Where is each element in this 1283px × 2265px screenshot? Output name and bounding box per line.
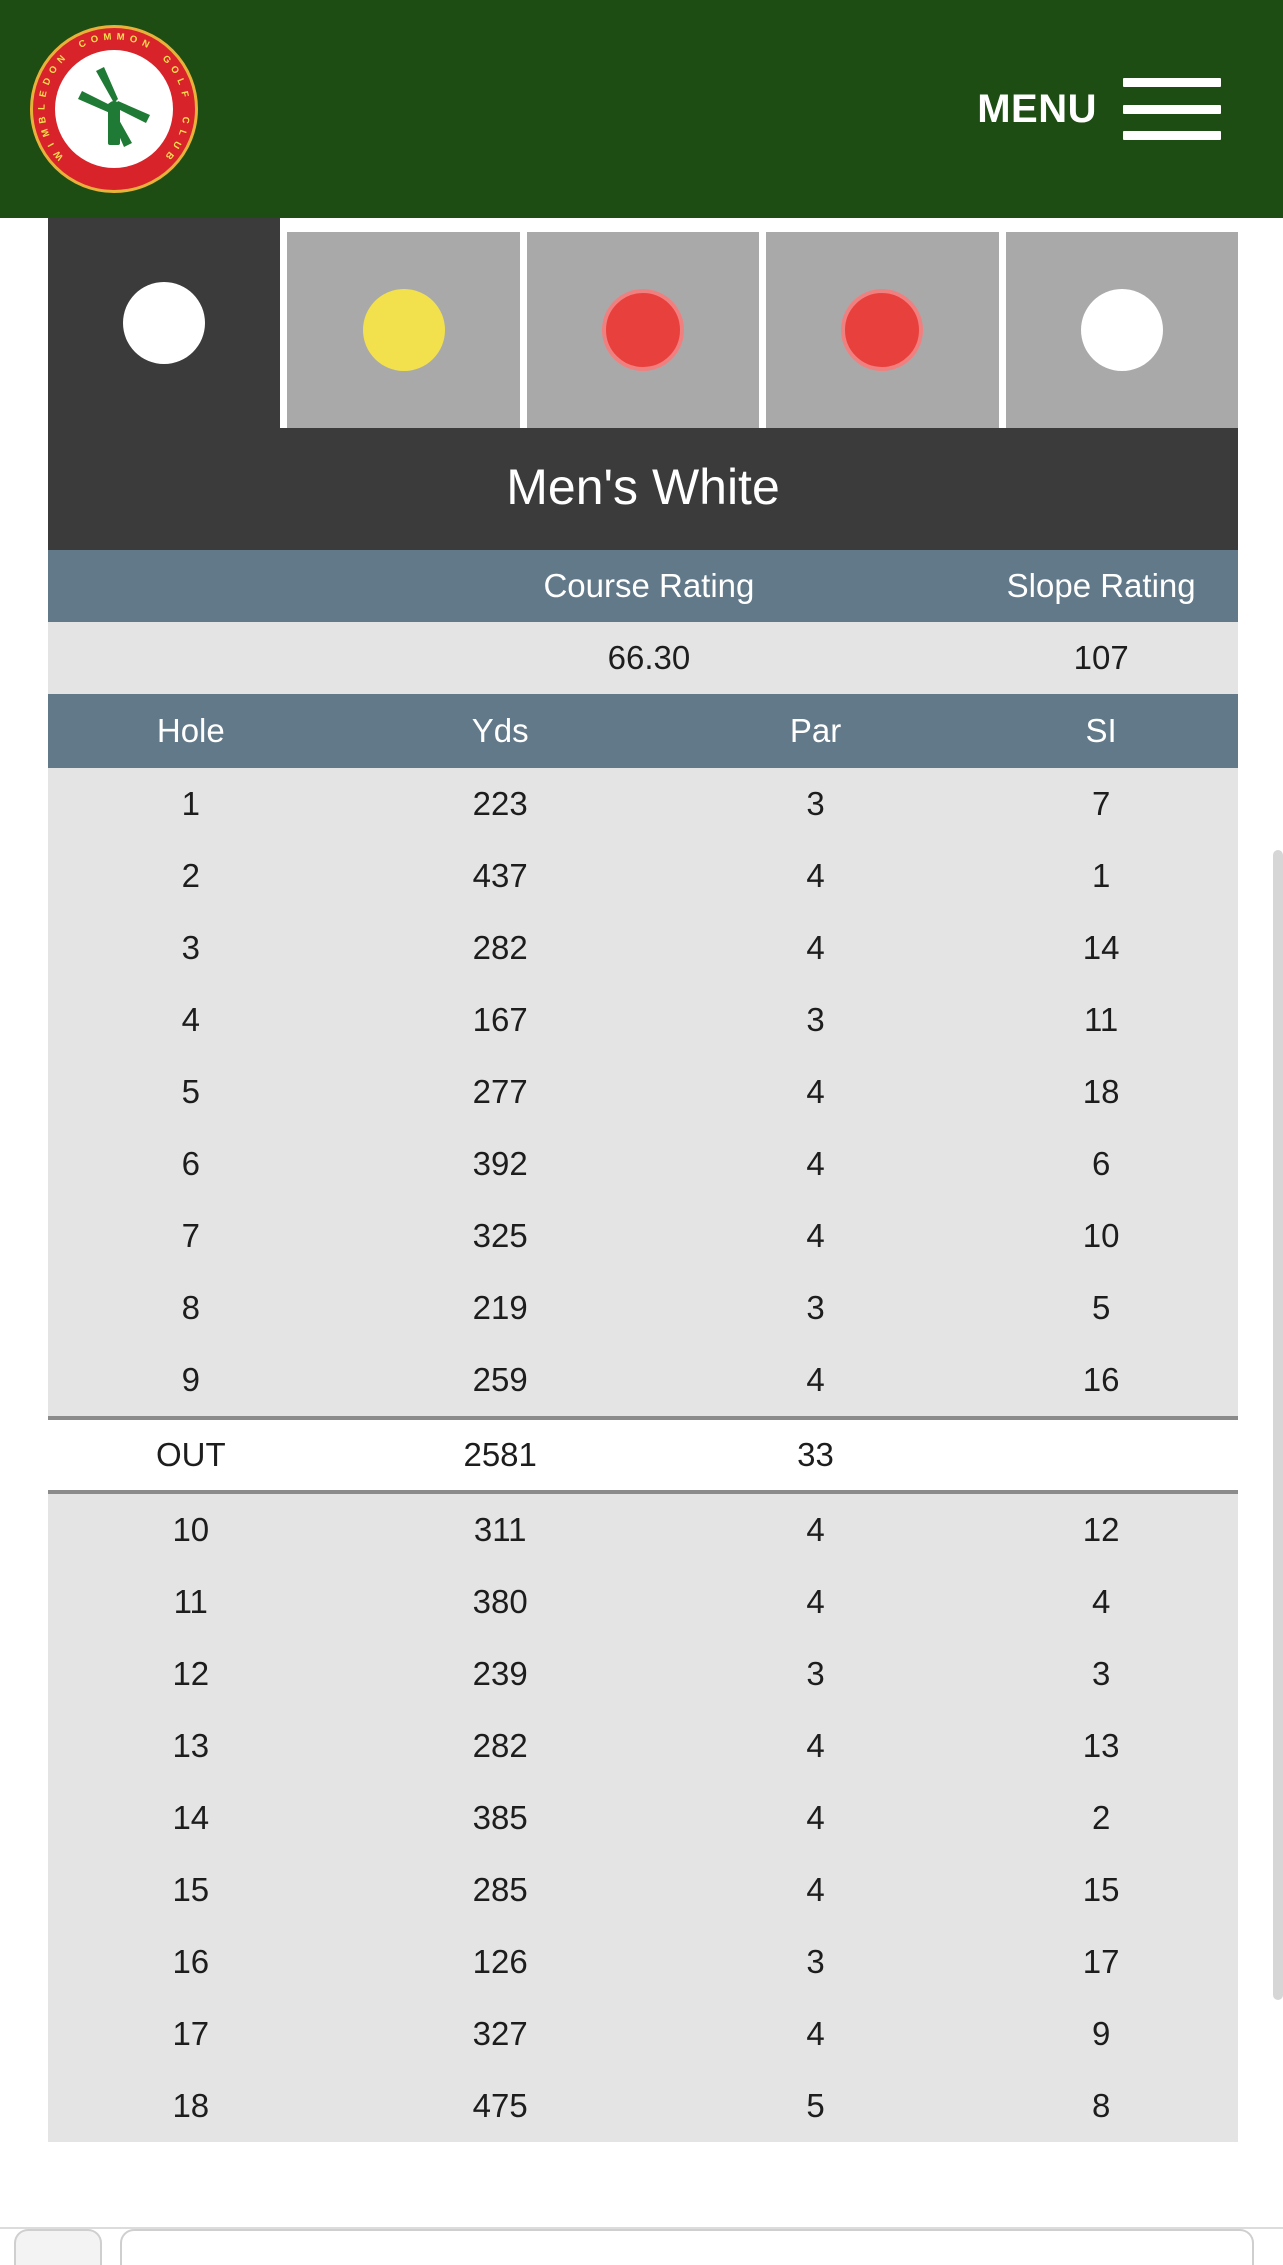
out-label: OUT <box>48 1418 334 1492</box>
hole-number: 3 <box>48 912 334 984</box>
hole-number: 14 <box>48 1782 334 1854</box>
column-header-row <box>48 694 1238 768</box>
hole-number: 6 <box>48 1128 334 1200</box>
hamburger-icon[interactable] <box>1123 78 1221 140</box>
menu-button[interactable] <box>977 78 1221 140</box>
hole-par: 3 <box>667 1926 965 1998</box>
hole-yards: 311 <box>334 1492 667 1566</box>
hole-yards: 475 <box>334 2070 667 2142</box>
hole-yards: 325 <box>334 1200 667 1272</box>
hole-number: 13 <box>48 1710 334 1782</box>
table-row <box>48 2070 1238 2142</box>
browser-bottom-chrome <box>0 2227 1283 2265</box>
hole-yards: 223 <box>334 768 667 840</box>
course-rating-value: 66.30 <box>334 622 965 694</box>
hole-si: 9 <box>964 1998 1238 2070</box>
hole-number: 9 <box>48 1344 334 1418</box>
hole-par: 4 <box>667 1344 965 1418</box>
tee-color-dot-red <box>841 289 923 371</box>
hole-par: 3 <box>667 1638 965 1710</box>
hole-number: 1 <box>48 768 334 840</box>
hole-si: 1 <box>964 840 1238 912</box>
hole-par: 4 <box>667 840 965 912</box>
hole-yards: 392 <box>334 1128 667 1200</box>
hole-si: 17 <box>964 1926 1238 1998</box>
club-logo[interactable] <box>30 25 198 193</box>
hole-yards: 437 <box>334 840 667 912</box>
table-row <box>48 1056 1238 1128</box>
table-row <box>48 1710 1238 1782</box>
hole-par: 4 <box>667 912 965 984</box>
hole-yards: 385 <box>334 1782 667 1854</box>
table-row <box>48 768 1238 840</box>
hole-si: 13 <box>964 1710 1238 1782</box>
tee-tab-white-mens[interactable] <box>48 218 280 428</box>
hole-yards: 219 <box>334 1272 667 1344</box>
hole-par: 3 <box>667 984 965 1056</box>
out-total-row <box>48 1418 1238 1492</box>
scorecard-table-wrap <box>48 550 1238 2142</box>
windmill-icon <box>68 63 160 155</box>
table-row <box>48 1272 1238 1344</box>
tee-color-dot-white <box>123 282 205 364</box>
scorecard-title: Men's White <box>48 428 1238 550</box>
hole-number: 12 <box>48 1638 334 1710</box>
hole-par: 4 <box>667 1056 965 1128</box>
hole-number: 4 <box>48 984 334 1056</box>
tee-tab-white-2[interactable] <box>1006 232 1238 428</box>
rating-header-row <box>48 550 1238 622</box>
hole-si: 7 <box>964 768 1238 840</box>
hole-yards: 327 <box>334 1998 667 2070</box>
rating-values-row <box>48 622 1238 694</box>
hole-yards: 259 <box>334 1344 667 1418</box>
hole-si: 5 <box>964 1272 1238 1344</box>
out-si <box>964 1418 1238 1492</box>
hole-number: 5 <box>48 1056 334 1128</box>
club-logo-ring-text: W I M B L E D O N C O M M O N G O L F C L U B <box>36 31 192 163</box>
column-header-yds: Yds <box>334 694 667 768</box>
table-row <box>48 1344 1238 1418</box>
tee-color-dot-red <box>602 289 684 371</box>
table-row <box>48 1998 1238 2070</box>
tee-color-dot-white <box>1081 289 1163 371</box>
table-row <box>48 1782 1238 1854</box>
hole-number: 2 <box>48 840 334 912</box>
hole-si: 16 <box>964 1344 1238 1418</box>
hole-par: 3 <box>667 768 965 840</box>
hole-si: 6 <box>964 1128 1238 1200</box>
tee-tab-red-1[interactable] <box>527 232 759 428</box>
slope-rating-label: Slope Rating <box>964 550 1238 622</box>
hole-number: 10 <box>48 1492 334 1566</box>
hole-si: 11 <box>964 984 1238 1056</box>
club-logo-inner <box>55 50 173 168</box>
hole-par: 5 <box>667 2070 965 2142</box>
hole-par: 4 <box>667 1854 965 1926</box>
page-scrollbar[interactable] <box>1273 850 1283 2000</box>
tee-selector-tabs <box>0 218 1283 428</box>
tee-tab-yellow[interactable] <box>287 232 519 428</box>
hole-si: 18 <box>964 1056 1238 1128</box>
tee-tab-red-2[interactable] <box>766 232 998 428</box>
hole-par: 4 <box>667 1566 965 1638</box>
table-row <box>48 1854 1238 1926</box>
hole-si: 8 <box>964 2070 1238 2142</box>
rating-blank-cell <box>48 550 334 622</box>
column-header-par: Par <box>667 694 965 768</box>
slope-rating-value: 107 <box>964 622 1238 694</box>
out-par: 33 <box>667 1418 965 1492</box>
hole-si: 2 <box>964 1782 1238 1854</box>
column-header-hole: Hole <box>48 694 334 768</box>
hole-yards: 380 <box>334 1566 667 1638</box>
hole-number: 15 <box>48 1854 334 1926</box>
table-row <box>48 1566 1238 1638</box>
table-row <box>48 984 1238 1056</box>
scorecard-table <box>48 550 1238 2142</box>
hole-si: 3 <box>964 1638 1238 1710</box>
hole-number: 7 <box>48 1200 334 1272</box>
hole-si: 4 <box>964 1566 1238 1638</box>
hole-yards: 167 <box>334 984 667 1056</box>
column-header-si: SI <box>964 694 1238 768</box>
hole-yards: 282 <box>334 1710 667 1782</box>
hole-yards: 282 <box>334 912 667 984</box>
hole-par: 4 <box>667 1998 965 2070</box>
table-row <box>48 1638 1238 1710</box>
hole-number: 18 <box>48 2070 334 2142</box>
hole-number: 8 <box>48 1272 334 1344</box>
hole-si: 14 <box>964 912 1238 984</box>
hole-si: 10 <box>964 1200 1238 1272</box>
hole-yards: 285 <box>334 1854 667 1926</box>
hole-par: 4 <box>667 1128 965 1200</box>
course-rating-label: Course Rating <box>334 550 965 622</box>
table-row <box>48 1926 1238 1998</box>
hole-si: 12 <box>964 1492 1238 1566</box>
hole-par: 4 <box>667 1782 965 1854</box>
out-yards: 2581 <box>334 1418 667 1492</box>
table-row <box>48 1492 1238 1566</box>
hole-par: 4 <box>667 1492 965 1566</box>
hole-par: 4 <box>667 1200 965 1272</box>
hole-par: 3 <box>667 1272 965 1344</box>
table-row <box>48 912 1238 984</box>
browser-tab-active[interactable] <box>120 2229 1254 2265</box>
site-header <box>0 0 1283 218</box>
hole-yards: 277 <box>334 1056 667 1128</box>
hole-number: 16 <box>48 1926 334 1998</box>
menu-label: MENU <box>977 86 1097 131</box>
hole-number: 17 <box>48 1998 334 2070</box>
hole-par: 4 <box>667 1710 965 1782</box>
table-row <box>48 1200 1238 1272</box>
hole-number: 11 <box>48 1566 334 1638</box>
table-row <box>48 1128 1238 1200</box>
hole-yards: 239 <box>334 1638 667 1710</box>
rating-blank-value <box>48 622 334 694</box>
browser-tab-strip-left[interactable] <box>14 2229 102 2265</box>
tee-color-dot-yellow <box>363 289 445 371</box>
hole-yards: 126 <box>334 1926 667 1998</box>
table-row <box>48 840 1238 912</box>
hole-si: 15 <box>964 1854 1238 1926</box>
